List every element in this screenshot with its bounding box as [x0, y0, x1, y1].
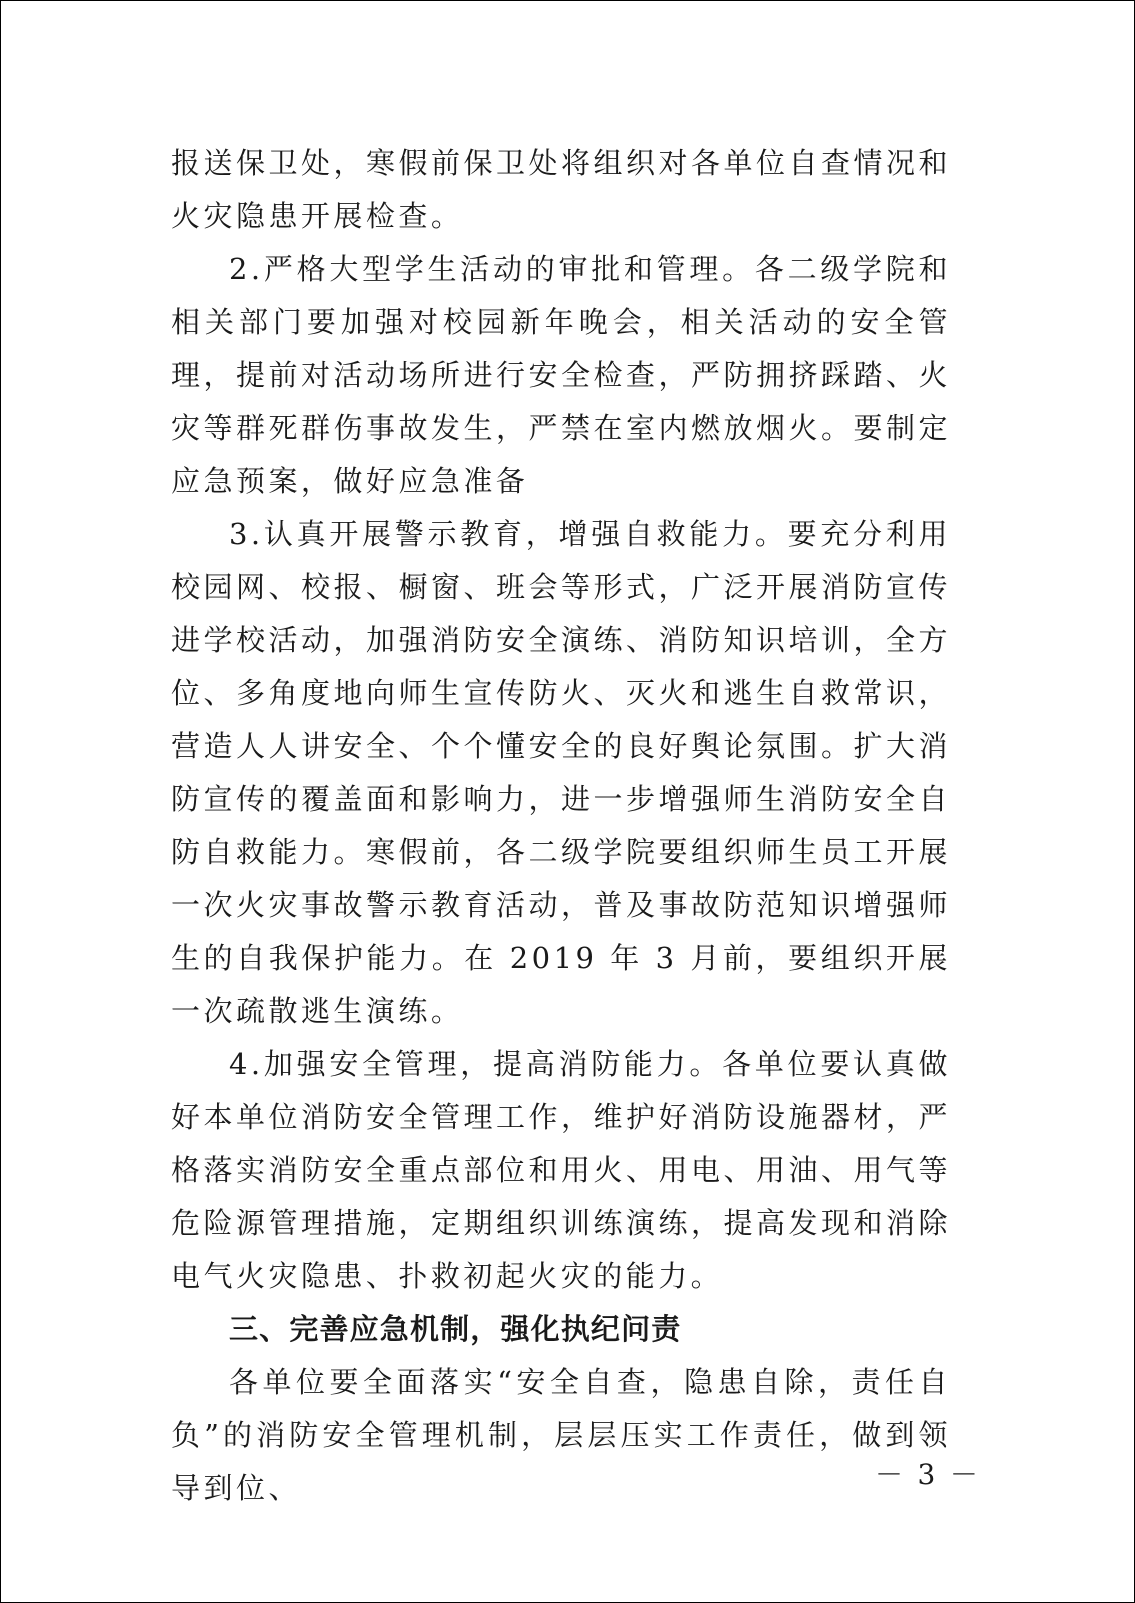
- paragraph-2: 2.严格大型学生活动的审批和管理。各二级学院和相关部门要加强对校园新年晚会，相关活动的安全管理，提前对活动场所进行安全检查，严防拥挤踩踏、火灾等群死群伤事故发生，严禁在室内燃放烟火。要制定应急预案，做好应急准备: [171, 252, 951, 498]
- paragraph-3: 3.认真开展警示教育，增强自救能力。要充分利用校园网、校报、橱窗、班会等形式，广泛开展消防宣传进学校活动，加强消防安全演练、消防知识培训，全方位、多角度地向师生宣传防火、灭火和逃生自救常识，营造人人讲安全、个个懂安全的良好舆论氛围。扩大消防宣传的覆盖面和影响力，进一步增强师生消防安全自防自救能力。寒假前，各二级学院要组织师生员工开展一次火灾事故警示教育活动，普及事故防范知识增强师生的自我保护能力。在 2019 年 3 月前，要组织开展一次疏散逃生演练。: [171, 517, 951, 1028]
- document-body: [171, 137, 951, 1515]
- paragraph-1: 报送保卫处，寒假前保卫处将组织对各单位自查情况和火灾隐患开展检查。: [171, 146, 951, 233]
- section-heading: 三、完善应急机制，强化执纪问责: [229, 1312, 682, 1346]
- paragraph-4: 4.加强安全管理，提高消防能力。各单位要认真做好本单位消防安全管理工作，维护好消防设施器材，严格落实消防安全重点部位和用火、用电、用油、用气等危险源管理措施，定期组织训练演练，提高发现和消除电气火灾隐患、扑救初起火灾的能力。: [171, 1047, 951, 1293]
- page-number: － 3 －: [875, 1458, 981, 1491]
- paragraph-5: 各单位要全面落实“安全自查，隐患自除，责任自负”的消防安全管理机制，层层压实工作责任，做到领导到位、: [171, 1365, 951, 1505]
